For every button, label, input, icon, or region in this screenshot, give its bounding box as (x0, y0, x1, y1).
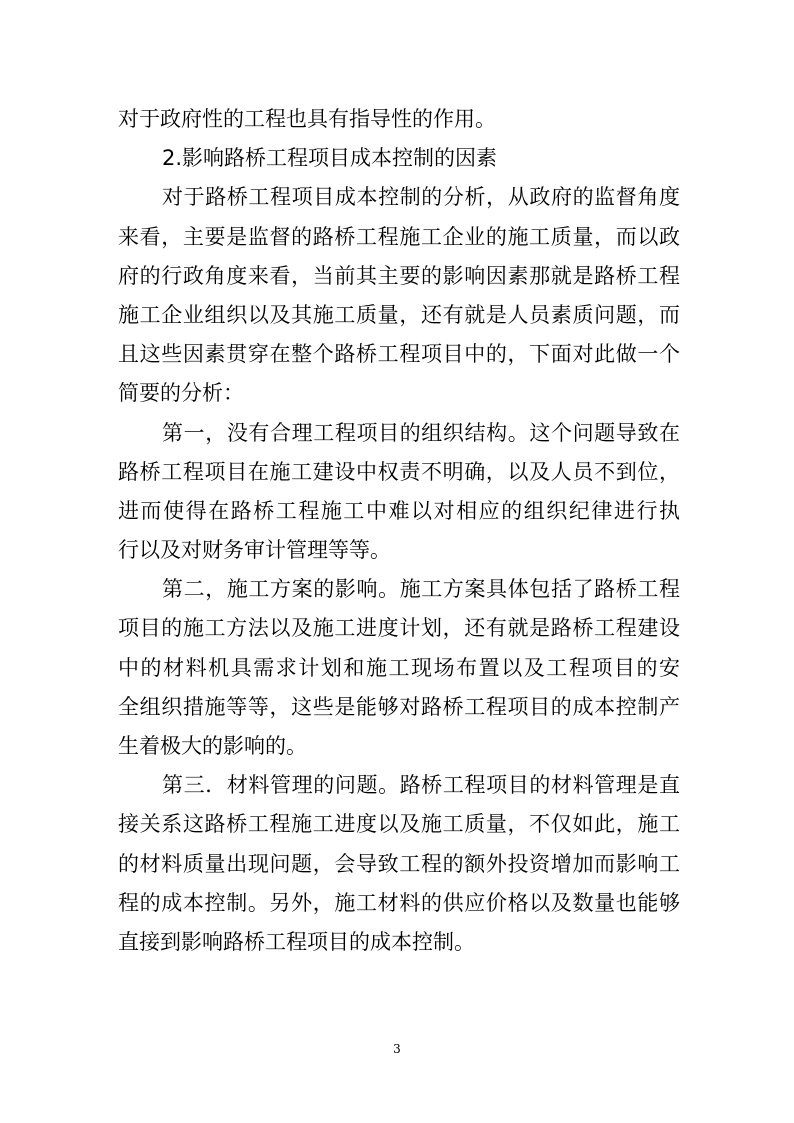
text-line: 来看，主要是监督的路桥工程施工企业的施工质量，而以政 (118, 224, 680, 249)
text-line: 行以及对财务审计管理等等。 (118, 538, 391, 563)
text-line: 中的材料机具需求计划和施工现场布置以及工程项目的安 (118, 655, 680, 680)
text-line: 第一，没有合理工程项目的组织结构。这个问题导致在 (162, 420, 680, 445)
text-line: 对于路桥工程项目成本控制的分析，从政府的监督角度 (162, 185, 680, 210)
text-line: 接关系这路桥工程施工进度以及施工质量，不仅如此，施工 (118, 812, 680, 837)
text-line: 施工企业组织以及其施工质量，还有就是人员素质问题，而 (118, 302, 680, 327)
text-line: 全组织措施等等，这些是能够对路桥工程项目的成本控制产 (118, 694, 680, 719)
text-line: 第二，施工方案的影响。施工方案具体包括了路桥工程 (162, 577, 680, 602)
text-line: 进而使得在路桥工程施工中难以对相应的组织纪律进行执 (118, 498, 680, 523)
text-line: 对于政府性的工程也具有指导性的作用。 (118, 107, 496, 131)
text-line: 路桥工程项目在施工建设中权责不明确，以及人员不到位， (118, 459, 680, 484)
text-line: 的材料质量出现问题，会导致工程的额外投资增加而影响工 (118, 851, 680, 876)
text-line: 程的成本控制。另外，施工材料的供应价格以及数量也能够 (118, 890, 680, 915)
text-line: 且这些因素贯穿在整个路桥工程项目中的，下面对此做一个 (118, 342, 680, 367)
body-text (118, 100, 680, 962)
text-line: 府的行政角度来看，当前其主要的影响因素那就是路桥工程 (118, 263, 680, 288)
page-number: 3 (393, 1042, 401, 1056)
section-heading: 2.影响路桥工程项目成本控制的因素 (162, 146, 498, 171)
text-line: 直接到影响路桥工程项目的成本控制。 (118, 929, 475, 954)
text-line: 简要的分析： (118, 381, 244, 406)
text-line: 第三．材料管理的问题。路桥工程项目的材料管理是直 (162, 773, 680, 798)
text-line: 生着极大的影响的。 (118, 734, 307, 758)
text-line: 项目的施工方法以及施工进度计划，还有就是路桥工程建设 (118, 616, 680, 641)
